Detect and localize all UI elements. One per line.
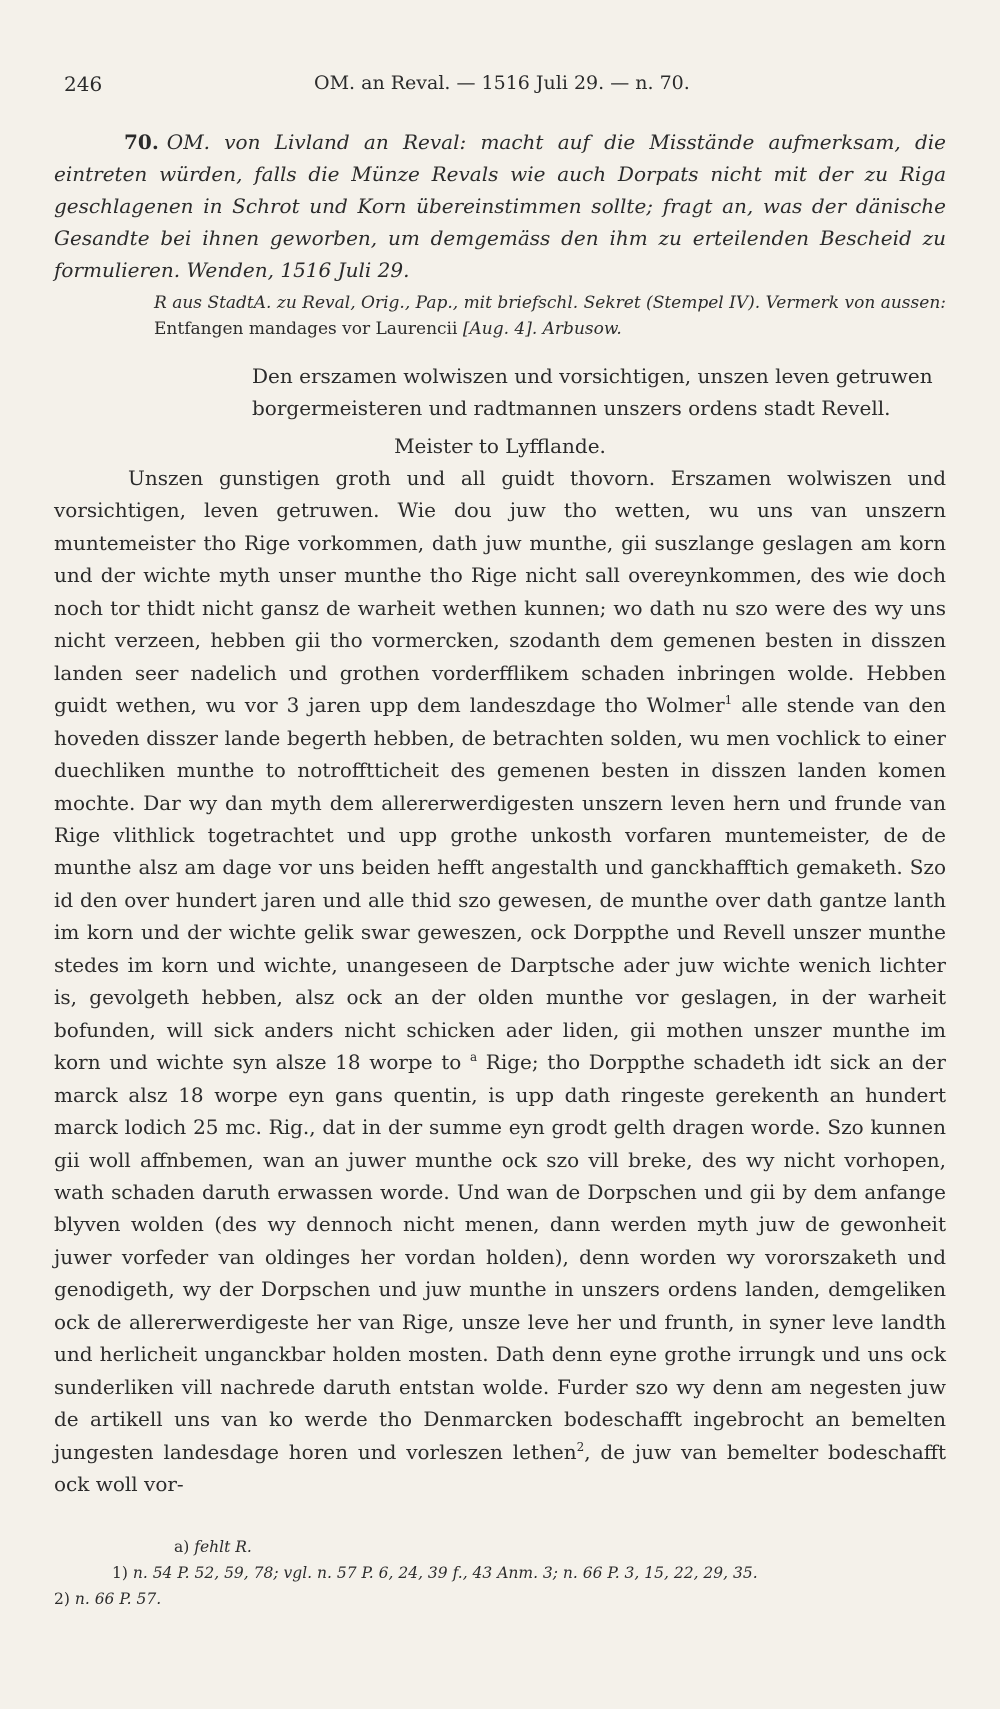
source-author: Arbusow. xyxy=(542,319,622,339)
footnote-2-mark: 2) xyxy=(54,1590,70,1608)
document-number: 70. xyxy=(124,130,159,154)
footnote-2 xyxy=(54,1586,946,1612)
footnote-ref-2: 2 xyxy=(576,1439,585,1454)
source-bracket: [Aug. 4]. xyxy=(462,319,538,339)
footnote-1-text: n. 54 P. 52, 59, 78; vgl. n. 57 P. 6, 24, 39 f., 43 Anm. 3; n. 66 P. 3, 15, 22, 29, 35. xyxy=(132,1564,758,1582)
document-body xyxy=(54,126,946,1501)
running-title: OM. an Reval. — 1516 Juli 29. — n. 70. xyxy=(314,72,690,94)
letter-part-4: , de juw van bemelter bodeschafft ock woll vor- xyxy=(54,1439,946,1497)
regest xyxy=(54,126,946,286)
source-plain: Entfangen mandages vor Laurencii xyxy=(154,319,458,339)
letter-part-2: alle stende van den hoveden disszer lande begerth hebben, de betrachten solden, wu men vochlick to einer duechliken munthe to notrofftticheit des gemenen besten in disszen landen komen mochte. Dar wy dan myth dem allererwerdigesten unszern leven hern und frunde van Rige vlithlick togetrachtet und upp grothe unkosth vorfaren muntemeister, de de munthe alsz am dage vor uns beiden hefft angestalth und ganckhafftich gemaketh. Szo id den over hundert jaren und alle thid szo gewesen, de munthe over dath gantze lanth im korn und der wichte gelik swar geweszen, ock Dorppthe und Revell unszer munthe stedes im korn und wichte, unangeseen de Darptsche ader juw wichte wenich lichter is, gevolgeth hebben, alsz ock an der olden munthe vor geslagen, in der warheit bofunden, will sick anders nicht schicken ader liden, gii mothen unszer munthe im korn und wichte syn alsze 18 worpe to xyxy=(54,693,946,1075)
regest-text: OM. von Livland an Reval: macht auf die Misstände aufmerksam, die eintreten würden, falls die Münze Revals wie auch Dorpats nicht mit der zu Riga geschlagenen in Schrot und Korn übereinstimmen sollte; fragt an, was der dänische Gesandte bei ihnen geworben, um demgemäss den ihm zu erteilenden Bescheid zu formulieren. Wenden, 1516 Juli 29. xyxy=(54,130,946,282)
running-header xyxy=(64,72,944,104)
footnote-a-mark: a) xyxy=(174,1538,190,1556)
letter-text xyxy=(54,462,946,1501)
footnote-ref-1: 1 xyxy=(724,693,733,708)
letter-address: Den erszamen wolwiszen und vorsichtigen, unszen leven getruwen borgermeisteren und radtmannen unszers ordens stadt Revell. xyxy=(252,364,933,420)
letter-part-3: Rige; tho Dorppthe schadeth idt sick an der marck alsz 18 worpe eyn gans quentin, is upp dath ringeste gerekenth an hundert marck lodich 25 mc. Rig., dat in der summe eyn grodt gelth dragen worde. Szo kunnen gii woll affnbemen, wan an juwer munthe ock szo vill breke, des wy nicht vorhopen, wath schaden daruth erwassen worde. Und wan de Dorpschen und gii by dem anfange blyven wolden (des wy dennoch nicht menen, dann werden myth juw de gewonheit juwer vorfeder van oldinges her vordan holden), denn worden wy vororszaketh und genodigeth, wy der Dorpschen und juw munthe in unszers ordens landen, demgeliken ock de allererwerdigeste her van Rige, unsze leve her und frunth, in syner leve landth und herlicheit unganckbar holden mosten. Dath denn eyne grothe irrungk und uns ock sunderliken vill nachrede daruth entstan wolde. Furder szo wy denn am negesten juw de artikell uns van ko werde tho Denmarcken bodeschafft ingebrocht an bemelten jungesten landesdage horen und vorleszen lethen xyxy=(54,1050,946,1464)
letter-part-1: Unszen gunstigen groth und all guidt thovorn. Erszamen wolwiszen und vorsichtigen, leven getruwen. Wie dou juw tho wetten, wu uns van unszern muntemeister tho Rige vorkommen, dath juw munthe, gii suszlange geslagen am korn und der wichte myth unser munthe tho Rige nicht sall overeynkommen, des wie doch noch tor thidt nicht gansz de warheit wethen kunnen; wo dath nu szo were des wy uns nicht verzeen, hebben gii tho vormercken, szodanth dem gemenen besten in disszen landen seer nadelich und grothen vorderfflikem schaden inbringen wolde. Hebben guidt wethen, wu vor 3 jaren upp dem landeszdage tho Wolmer xyxy=(54,466,946,718)
footnote-a xyxy=(54,1534,946,1560)
letter-sender: Meister to Lyfflande. xyxy=(394,434,606,458)
footnote-2-text: n. 66 P. 57. xyxy=(74,1590,162,1608)
footnote-a-text: fehlt R. xyxy=(194,1538,252,1556)
footnote-ref-a: a xyxy=(469,1050,478,1065)
footnote-1-mark: 1) xyxy=(112,1564,128,1582)
footnotes xyxy=(54,1534,946,1612)
page-number: 246 xyxy=(64,72,103,96)
source-italic: R aus StadtA. zu Reval, Orig., Pap., mit briefschl. Sekret (Stempel IV). Vermerk von aussen: xyxy=(154,293,946,313)
source-note xyxy=(54,290,946,342)
footnote-1 xyxy=(54,1560,946,1586)
